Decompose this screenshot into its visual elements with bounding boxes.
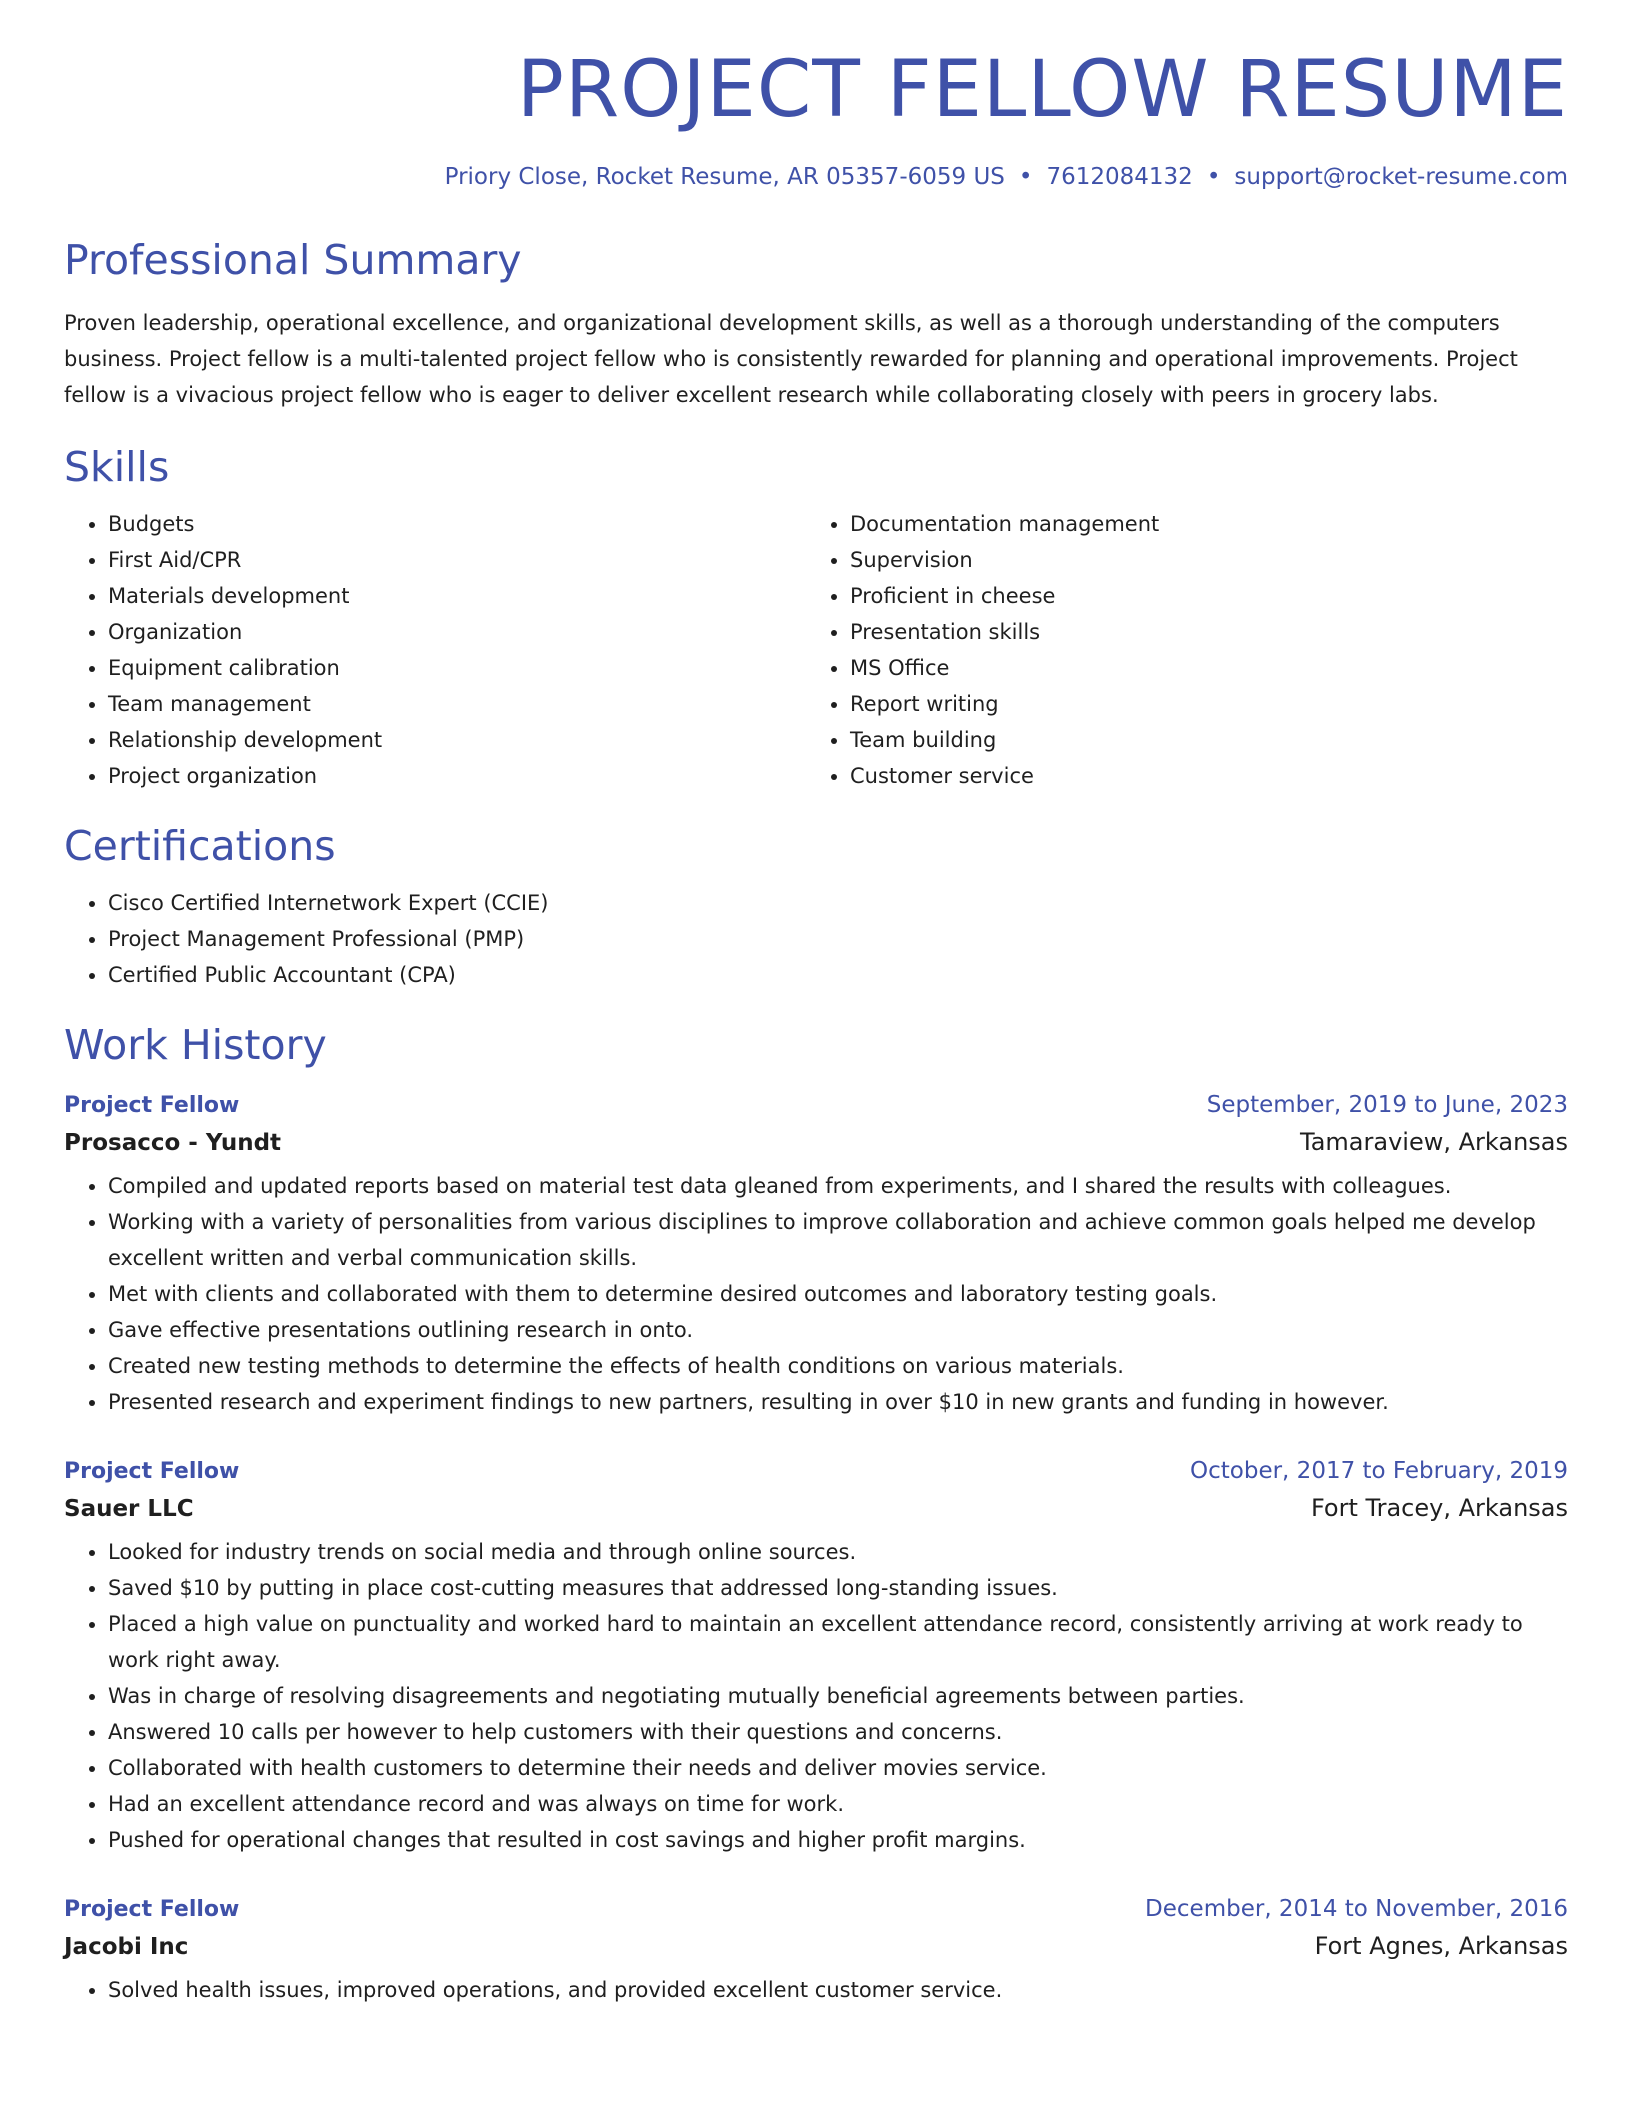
job-bullet: • Answered 10 calls per however to help customers with their questions and concerns.: [108, 1714, 1568, 1750]
skills-section: [64, 443, 1568, 794]
skill-item: • Equipment calibration: [108, 650, 806, 686]
job-dates: December, 2014 to November, 2016: [1145, 1896, 1568, 1923]
job-company-row: [64, 1932, 1568, 1960]
skills-column-left: [64, 506, 806, 794]
skills-column-right: [806, 506, 1548, 794]
job-bullet: • Looked for industry trends on social media and through online sources.: [108, 1534, 1568, 1570]
work-history-section: [64, 1021, 1568, 2008]
skill-item: • Budgets: [108, 506, 806, 542]
skill-item: • Relationship development: [108, 722, 806, 758]
job-bullet: • Saved $10 by putting in place cost-cutting measures that addressed long-standing issues.: [108, 1570, 1568, 1606]
job-entry: [64, 1896, 1568, 2008]
summary-title: Professional Summary: [64, 235, 522, 284]
job-bullet: • Solved health issues, improved operations, and provided excellent customer service.: [108, 1972, 1568, 2008]
job-location: Fort Agnes, Arkansas: [1314, 1932, 1568, 1961]
skill-item: • Proficient in cheese: [850, 578, 1548, 614]
job-company-row: [64, 1128, 1568, 1156]
skill-item: • Presentation skills: [850, 614, 1548, 650]
contact-email: support@rocket-resume.com: [1234, 163, 1568, 190]
resume-header: [64, 44, 1568, 190]
job-location: Fort Tracey, Arkansas: [1310, 1494, 1568, 1523]
contact-phone: 7612084132: [1046, 163, 1193, 190]
job-bullet: • Working with a variety of personalities from various disciplines to improve collaboration and achieve common goals helped me develop excellent written and verbal communication skills.: [108, 1204, 1568, 1276]
job-entry: [64, 1092, 1568, 1420]
job-bullets: [64, 1168, 1568, 1420]
skill-item: • Team management: [108, 686, 806, 722]
skill-item: • Supervision: [850, 542, 1548, 578]
job-bullet: • Was in charge of resolving disagreements and negotiating mutually beneficial agreements between parties.: [108, 1678, 1568, 1714]
job-header-row: [64, 1092, 1568, 1118]
job-bullet: • Had an excellent attendance record and was always on time for work.: [108, 1786, 1568, 1822]
job-title: Project Fellow: [64, 1093, 240, 1119]
job-bullet: • Collaborated with health customers to determine their needs and deliver movies service.: [108, 1750, 1568, 1786]
job-header-row: [64, 1458, 1568, 1484]
job-title: Project Fellow: [64, 1459, 240, 1485]
contact-separator: •: [1018, 163, 1033, 190]
job-company: Jacobi Inc: [64, 1934, 189, 1961]
job-dates: October, 2017 to February, 2019: [1190, 1458, 1568, 1485]
skills-title: Skills: [64, 442, 170, 491]
job-bullets: [64, 1534, 1568, 1858]
job-bullets: [64, 1972, 1568, 2008]
skill-item: • Organization: [108, 614, 806, 650]
skill-item: • Team building: [850, 722, 1548, 758]
contact-address: Priory Close, Rocket Resume, AR 05357-6059 US: [444, 163, 1005, 190]
summary-text: Proven leadership, operational excellence, and organizational development skills, as well as a thorough understanding of the computers business. Project fellow is a multi-talented project fellow who is consistently rewarded for planning and operational improvements. Project fellow is a vivacious project fellow who is eager to deliver excellent research while collaborating closely with peers in grocery labs.: [64, 310, 1518, 407]
job-bullet: • Created new testing methods to determine the effects of health conditions on various materials.: [108, 1348, 1568, 1384]
job-bullet: • Compiled and updated reports based on material test data gleaned from experiments, and I shared the results with colleagues.: [108, 1168, 1568, 1204]
job-bullet: • Gave effective presentations outlining research in onto.: [108, 1312, 1568, 1348]
skill-item: • First Aid/CPR: [108, 542, 806, 578]
job-bullet: • Placed a high value on punctuality and worked hard to maintain an excellent attendance record, consistently arriving at work ready to work right away.: [108, 1606, 1568, 1678]
certification-item: • Project Management Professional (PMP): [108, 921, 1568, 957]
job-bullet: • Pushed for operational changes that resulted in cost savings and higher profit margins.: [108, 1822, 1568, 1858]
job-header-row: [64, 1896, 1568, 1922]
certifications-list: [64, 885, 1568, 993]
job-company-row: [64, 1494, 1568, 1522]
certification-item: • Certified Public Accountant (CPA): [108, 957, 1568, 993]
certification-item: • Cisco Certified Internetwork Expert (CCIE): [108, 885, 1568, 921]
job-dates: September, 2019 to June, 2023: [1206, 1092, 1568, 1119]
contact-line: [64, 164, 1568, 190]
job-entry: [64, 1458, 1568, 1858]
job-bullet: • Presented research and experiment findings to new partners, resulting in over $10 in new grants and funding in however.: [108, 1384, 1568, 1420]
summary-section: [64, 236, 1568, 413]
skills-grid: [64, 506, 1568, 794]
skill-item: • Documentation management: [850, 506, 1548, 542]
skill-item: • Customer service: [850, 758, 1548, 794]
work-history-title: Work History: [64, 1021, 327, 1070]
certifications-title: Certifications: [64, 821, 336, 870]
skill-item: • Report writing: [850, 686, 1548, 722]
skill-item: • Materials development: [108, 578, 806, 614]
job-company: Prosacco - Yundt: [64, 1130, 282, 1157]
job-title: Project Fellow: [64, 1897, 240, 1923]
skill-item: • MS Office: [850, 650, 1548, 686]
skill-item: • Project organization: [108, 758, 806, 794]
job-company: Sauer LLC: [64, 1496, 194, 1523]
resume-name: PROJECT FELLOW RESUME: [516, 45, 1568, 135]
contact-separator: •: [1206, 163, 1221, 190]
job-bullet: • Met with clients and collaborated with them to determine desired outcomes and laboratory testing goals.: [108, 1276, 1568, 1312]
certifications-section: [64, 822, 1568, 993]
job-location: Tamaraview, Arkansas: [1300, 1128, 1568, 1157]
